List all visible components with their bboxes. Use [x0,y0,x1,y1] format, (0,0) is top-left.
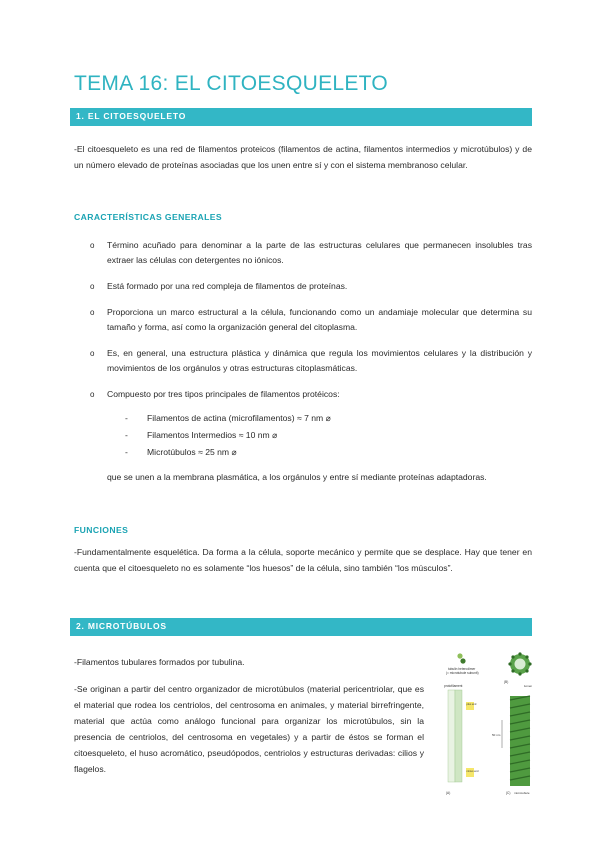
microtubule-cross-section [508,652,531,675]
microtubule-figure [436,650,536,800]
dash-mark: - [125,447,128,457]
label-panel-b: (B) [504,680,509,684]
microtubule-helix [510,696,530,786]
sub-item-text: Filamentos de actina (microfilamentos) ≈ 7 nm ⌀ [147,413,331,423]
microtubules-paragraph-2: -Se originan a partir del centro organizador de microtúbulos (material pericentriolar, que es el material que rodea los centriolos, del centrosoma en animales, y material birrefringente, material que actúa como análogo funcional para organizar los microtúbulos, sin la presencia de centriolos, del centrosoma en vegetales) y a partir de éstos se forman el citoesqueleto, el huso acromático, pseudópodos, centriolos y estructuras derivadas: cilios y flagelos. [74,684,424,774]
protofilament-column [448,690,462,782]
label-subunit: (= microtubule subunit) [446,671,479,675]
functions-paragraph: -Fundamentalmente esquelética. Da forma a la célula, soporte mecánico y permite que se desplace. Hay que tener en cuenta que el citoesqueleto no es solamente “los huesos” de la célula, sino también “los músculos”. [74,547,532,573]
bullet-text: Es, en general, una estructura plástica y dinámica que regula los movimientos celulares y la distribución y movimientos de los orgánulos y otras estructuras citoplasmáticas. [107,348,532,373]
label-panel-a: (A) [446,791,451,795]
label-protofilament: protofilament [444,684,463,688]
section-header-microtubulos [70,618,532,636]
list-item [90,238,532,268]
list-item [90,279,532,294]
bullet-mark: o [90,241,95,250]
tubulin-beta-icon [460,658,465,663]
bullet-text: Compuesto por tres tipos principales de filamentos protéicos: [107,389,340,399]
bullet-text: Proporciona un marco estructural a la célula, funcionando como un andamiaje molecular que determina su tamaño y forma, así como la organización general del citoplasma. [107,307,532,332]
bullet-mark: o [90,308,95,317]
label-plus-end: plus end [466,703,477,706]
dash-mark: - [125,413,128,423]
section-header-label: 1. EL CITOESQUELETO [76,111,187,121]
bullet-mark: o [90,390,95,399]
sub-item-text: Microtúbulos ≈ 25 nm ⌀ [147,447,237,457]
sub-item-text: Filamentos Intermedios ≈ 10 nm ⌀ [147,430,278,440]
functions-heading: FUNCIONES [74,525,129,535]
list-item [90,387,532,402]
label-panel-c: (C) [506,791,511,795]
bullet-text: Término acuñado para denominar a la parte de las estructuras celulares que permanecen insolubles tras extraer las células con detergentes no iónicos. [107,240,532,265]
dash-mark: - [125,430,128,440]
page-title: TEMA 16: EL CITOESQUELETO [74,72,389,95]
intro-paragraph: -El citoesqueleto es una red de filamentos proteicos (filamentos de actina, filamentos intermedios y microtúbulos) y de un número elevado de proteínas asociadas que los unen entre sí y con el sistema membranoso celular. [74,144,532,170]
characteristics-heading: CARACTERÍSTICAS GENERALES [74,212,222,222]
microtubules-paragraph-1: -Filamentos tubulares formados por tubulina. [74,657,245,667]
section-header-label: 2. MICROTÚBULOS [76,621,167,631]
characteristics-closing: que se unen a la membrana plasmática, a los orgánulos y entre sí mediante proteínas adaptadoras. [107,472,487,482]
bullet-mark: o [90,282,95,291]
label-lumen: lumen [524,684,533,688]
label-heterodimer: tubulin heterodimer [448,667,476,671]
list-item [90,305,532,335]
tubulin-alpha-icon [457,653,462,658]
label-minus-end: minus end [466,770,479,773]
label-microtubule: microtubule [514,791,530,795]
bullet-text: Está formado por una red compleja de filamentos de proteínas. [107,281,348,291]
section-header-citoesqueleto [70,108,532,126]
list-item [90,346,532,376]
label-width: 50 nm [492,733,501,737]
bullet-mark: o [90,349,95,358]
